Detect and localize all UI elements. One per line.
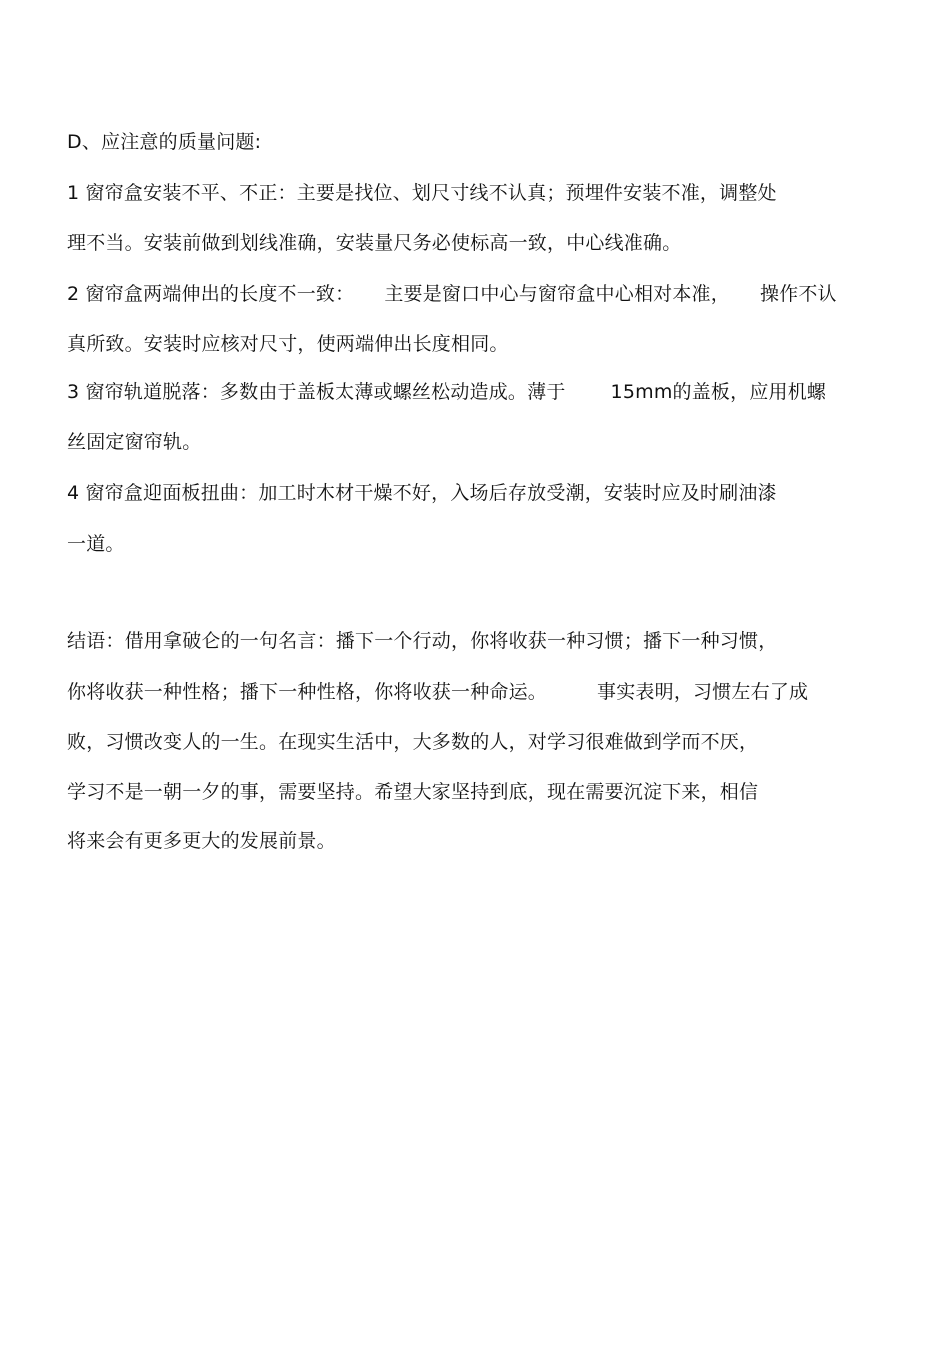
item-4-line-2: 一道。 [67, 533, 125, 555]
item-3-line-1 [67, 380, 826, 404]
item-2-line-2: 真所致。安装时应核对尺寸，使两端伸出长度相同。 [67, 333, 509, 355]
item-2-line-1-part-b: 主要是窗口中心与窗帘盒中心相对本准， [384, 283, 730, 305]
item-3-line-2: 丝固定窗帘轨。 [67, 431, 202, 453]
item-2-line-1 [67, 282, 837, 306]
conclusion-line-2-part-b: 事实表明，习惯左右了成 [597, 681, 809, 703]
conclusion-line-5: 将来会有更多更大的发展前景。 [67, 830, 336, 852]
item-4-line-1: 4 窗帘盒迎面板扭曲：加工时木材干燥不好，入场后存放受潮，安装时应及时刷油漆 [67, 482, 777, 504]
item-2-line-1-part-a: 2 窗帘盒两端伸出的长度不一致： [67, 283, 355, 305]
section-heading: D、应注意的质量问题: [67, 131, 262, 153]
conclusion-line-1: 结语：借用拿破仑的一句名言：播下一个行动，你将收获一种习惯；播下一种习惯， [67, 630, 778, 652]
item-2-line-1-part-c: 操作不认 [759, 283, 837, 305]
item-3-line-1-part-b: 15mm的盖板，应用机螺 [610, 381, 827, 403]
conclusion-line-4: 学习不是一朝一夕的事，需要坚持。希望大家坚持到底，现在需要沉淀下来，相信 [67, 781, 759, 803]
item-1-line-2: 理不当。安装前做到划线准确，安装量尺务必使标高一致，中心线准确。 [67, 232, 682, 254]
conclusion-line-2-part-a: 你将收获一种性格；播下一种性格，你将收获一种命运。 [67, 681, 548, 703]
item-3-line-1-part-a: 3 窗帘轨道脱落：多数由于盖板太薄或螺丝松动造成。薄于 [67, 381, 566, 403]
conclusion-line-3: 败，习惯改变人的一生。在现实生活中，大多数的人，对学习很难做到学而不厌， [67, 731, 759, 753]
conclusion-line-2 [67, 680, 808, 704]
item-1-line-1: 1 窗帘盒安装不平、不正：主要是找位、划尺寸线不认真；预埋件安装不准，调整处 [67, 182, 777, 204]
